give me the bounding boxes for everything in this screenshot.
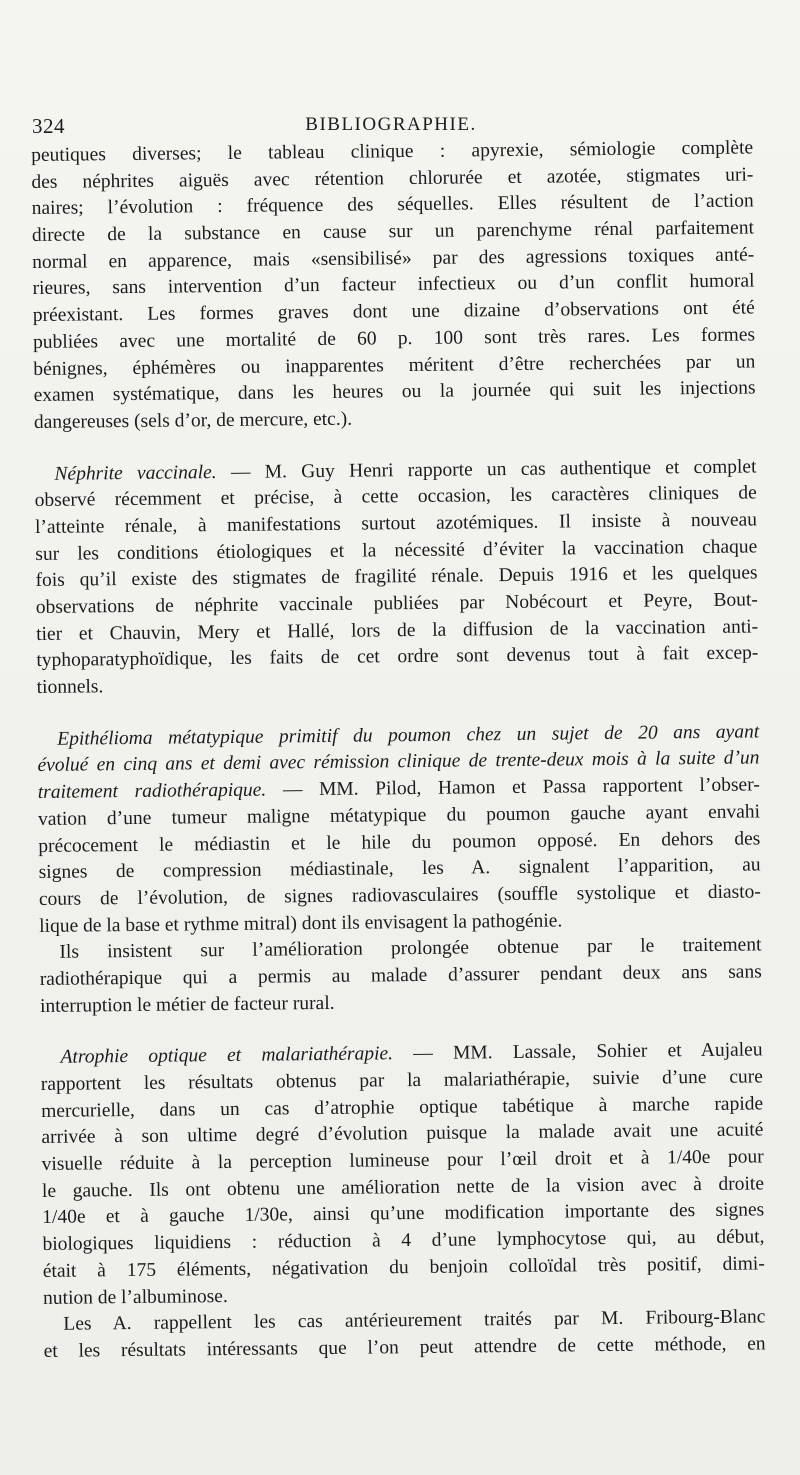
text-line: des néphrites aiguës avec rétention chlorurée et azotée, stigmates uri- — [31, 164, 754, 193]
section-heading: évolué en cinq ans et demi avec rémission clinique de trente-deux mois à la suite d’un — [37, 747, 760, 777]
text-line: interruption le métier de facteur rural. — [39, 992, 335, 1017]
text-line: publiées avec une mortalité de 60 p. 100 sont très rares. Les formes — [32, 324, 756, 353]
text-line: l’atteinte rénale, à manifestations surtout azotémiques. Il insiste à nouveau — [34, 509, 758, 538]
text-line: radiothérapique qui a permis au malade d’assurer pendant deux ans sans — [39, 961, 762, 990]
text-line: Ils insistent sur l’amélioration prolongée obtenue par le traitement — [59, 934, 762, 963]
paragraph-continuation — [31, 135, 756, 436]
text-line: Les A. rappellent les cas antérieurement traités par M. Fribourg-Blanc — [63, 1306, 766, 1335]
text-line: et les résultats intéressants que l’on peut attendre de cette méthode, en — [43, 1333, 766, 1362]
text-line: fois qu’il existe des stigmates de fragilité rénale. Depuis 1916 et les quelques — [35, 562, 758, 592]
text-line: lique de la base et rythme mitral) dont ils envisagent la pathogénie. — [39, 910, 563, 937]
paragraph-atrophie-optique — [40, 1038, 765, 1312]
paragraph-epithelioma — [37, 719, 761, 940]
text-line: examen systématique, dans les heures ou la journée qui suit les injections — [33, 377, 756, 407]
text-run: — MM. Lassale, Sohier et Aujaleu — [392, 1039, 763, 1065]
text-line: préexistant. Les formes graves dont une dizaine d’observations ont été — [32, 297, 755, 327]
text-line: rapportent les résultats obtenus par la malariathérapie, suivie d’une cure — [40, 1066, 763, 1095]
text-line: normal en apparence, mais «sensibilisé» par des agressions toxiques anté- — [32, 244, 755, 273]
text-line: le gauche. Ils ont obtenu une amélioration nette de la vision avec à droite — [41, 1173, 765, 1202]
text-line: précocement le médiastin et le hile du poumon opposé. En dehors des — [38, 827, 761, 857]
paragraph-nephrite-vaccinale — [34, 454, 758, 702]
text-line: mercurielle, dans un cas d’atrophie optique tabétique à marche rapide — [41, 1093, 764, 1122]
section-heading: Néphrite vaccinale. — [54, 461, 217, 485]
text-line: visuelle réduite à la perception lumineuse pour l’œil droit et à 1/40e pour — [41, 1146, 764, 1176]
text-line: rieures, sans intervention d’un facteur infectieux ou d’un conflit humoral — [32, 270, 755, 300]
text-run: — MM. Pilod, Hamon et Passa rapportent l’obser- — [266, 774, 760, 801]
text-line: cours de l’évolution, de signes radiovasculaires (souffle systolique et diasto- — [38, 881, 761, 910]
page-number: 324 — [32, 114, 65, 138]
section-heading: traitement radiothérapique. — [37, 779, 267, 804]
text-line: tier et Chauvin, Mery et Hallé, lors de la diffusion de la vaccination anti- — [36, 616, 759, 645]
section-heading: Epithélioma métatypique primitif du poumon chez un sujet de 20 ans ayant — [57, 721, 760, 750]
text-line: dangereuses (sels d’or, de mercure, etc.). — [33, 408, 353, 433]
text-line: observations de néphrite vaccinale publiées par Nobécourt et Peyre, Bout- — [35, 589, 758, 618]
text-line: typhoparatyphoïdique, les faits de cet ordre sont devenus tout à fait excep- — [36, 642, 759, 672]
text-line: vation d’une tumeur maligne métatypique du poumon gauche ayant envahi — [37, 801, 761, 830]
text-line: tionnels. — [36, 676, 104, 699]
text-line: observé récemment et précise, à cette occasion, les caractères cliniques de — [34, 482, 757, 512]
text-run: — M. Guy Henri rapporte un cas authentique et complet — [216, 455, 757, 483]
text-line: nution de l’albuminose. — [42, 1285, 228, 1309]
text-body — [31, 135, 766, 1365]
text-line: peutiques diverses; le tableau clinique : apyrexie, sémiologie complète — [31, 137, 754, 166]
text-line: bénignes, éphémères ou inapparentes méritent d’être recherchées par un — [33, 350, 756, 380]
text-line: 1/40e et à gauche 1/30e, ainsi qu’une modification importante des signes — [42, 1199, 765, 1229]
text-line: biologiques liquidiens : réduction à 4 d’une lymphocytose qui, au début, — [42, 1226, 765, 1256]
text-line: arrivée à son ultime degré d’évolution puisque la malade avait une acuité — [41, 1119, 764, 1149]
section-heading: Atrophie optique et malariathérapie. — [60, 1043, 394, 1069]
running-head: BIBLIOGRAPHIE. — [305, 114, 477, 135]
paragraph-ils-insistent — [39, 933, 762, 1021]
text-line: était à 175 éléments, négativation du benjoin colloïdal très positif, dimi- — [42, 1253, 765, 1282]
text-line: naires; l’évolution : fréquence des séquelles. Elles résultent de l’action — [31, 190, 754, 220]
paragraph-les-a-rappellent — [43, 1305, 766, 1366]
text-line: sur les conditions étiologiques et la nécessité d’éviter la vaccination chaque — [35, 536, 758, 565]
text-line: signes de compression médiastinale, les A. signalent l’apparition, au — [38, 854, 761, 884]
text-line: directe de la substance en cause sur un parenchyme rénal parfaitement — [31, 217, 755, 247]
